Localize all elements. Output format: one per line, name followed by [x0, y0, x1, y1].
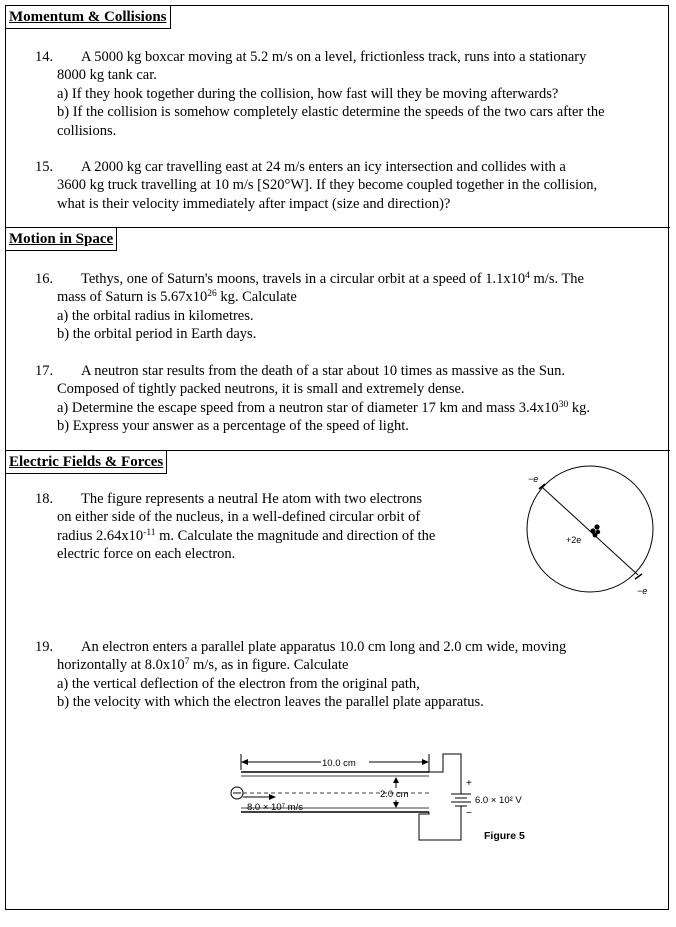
electron-top-label: −e: [528, 474, 539, 484]
question-15: 15. A 2000 kg car travelling east at 24 m/s enters an icy intersection and collides with a 3600 kg truck travelling at 10 m/s [S20°W]. If they become coupled together in the collision, what is their velocity immediately after impact (size and direction)?: [35, 159, 598, 212]
battery-minus: −: [466, 808, 472, 819]
nucleus-label: +2e: [566, 535, 582, 545]
gap-label: 2.0 cm: [380, 789, 409, 800]
section-title-momentum: Momentum & Collisions: [9, 9, 167, 25]
question-19: 19. An electron enters a parallel plate apparatus 10.0 cm long and 2.0 cm wide, moving horizontally at $8.0x10^7$ m/s, as in figure. Calculate a) the vertical deflection of the electron from the original path, b) the velocity with which the electron leaves the parallel plate apparatus.: [35, 639, 567, 711]
question-number: 15.: [35, 159, 54, 175]
question-16: 16. Tethys, one of Saturn's moons, travels in a circular orbit at a speed of $1.1x10^4$ m/s. The mass of Saturn is $5.67x10^{26}$ kg. Calculate a) the orbital radius in kilometres. b) the orbital period in Earth days.: [35, 271, 584, 343]
velocity-arrowhead-icon: [269, 794, 276, 800]
question-number: 19.: [35, 639, 54, 655]
arrowhead-right-icon: [422, 759, 429, 765]
question-14: 14. A 5000 kg boxcar moving at 5.2 m/s on a level, frictionless track, runs into a stationary 8000 kg tank car. a) If they hook together during the collision, how fast will they be moving afterwards? b) If the collision is somehow completely elastic determine the speeds of the two cars after the collisions.: [35, 49, 605, 139]
section-title-electric: Electric Fields & Forces: [9, 454, 164, 470]
battery-plus: +: [466, 778, 472, 789]
figure-caption: Figure 5: [484, 830, 525, 842]
question-18: 18. The figure represents a neutral He atom with two electrons on either side of the nucleus, in a well-defined circular orbit of radius $2.64x10^{-11}$ m. Calculate the magnitude and direction of the electric force on each electron.: [35, 491, 436, 563]
section-momentum: [6, 6, 670, 29]
electron-bottom-label: −e: [637, 586, 648, 596]
electron-bottom-mark: [635, 574, 642, 579]
length-label: 10.0 cm: [322, 758, 356, 769]
parallel-plate-figure: [221, 746, 541, 846]
speed-label: 8.0 × 10⁷ m/s: [247, 802, 303, 813]
nucleus-icon: [590, 524, 600, 537]
question-17: 17. A neutron star results from the death of a star about 10 times as massive as the Sun. Composed of tightly packed neutrons, it is small and extremely dense. a) Determine the escape speed from a neutron star of diameter 17 km and mass $3.4x10^{30}$ kg. b) Express your answer as a percentage of the speed of light.: [35, 363, 590, 435]
gap-arrowhead-up-icon: [393, 777, 399, 783]
question-number: 16.: [35, 271, 54, 287]
question-number: 18.: [35, 491, 54, 507]
question-number: 17.: [35, 363, 54, 379]
worksheet-page: [5, 5, 669, 910]
wire-top: [429, 754, 461, 794]
question-number: 14.: [35, 49, 54, 65]
section-title-space: Motion in Space: [9, 231, 114, 247]
voltage-label: 6.0 × 10² V: [475, 795, 522, 806]
helium-atom-figure: [511, 461, 666, 596]
arrowhead-left-icon: [241, 759, 248, 765]
wire-bottom: [419, 806, 461, 840]
gap-arrowhead-down-icon: [393, 802, 399, 808]
orbit-circle: [527, 466, 653, 592]
section-space: [6, 228, 670, 251]
